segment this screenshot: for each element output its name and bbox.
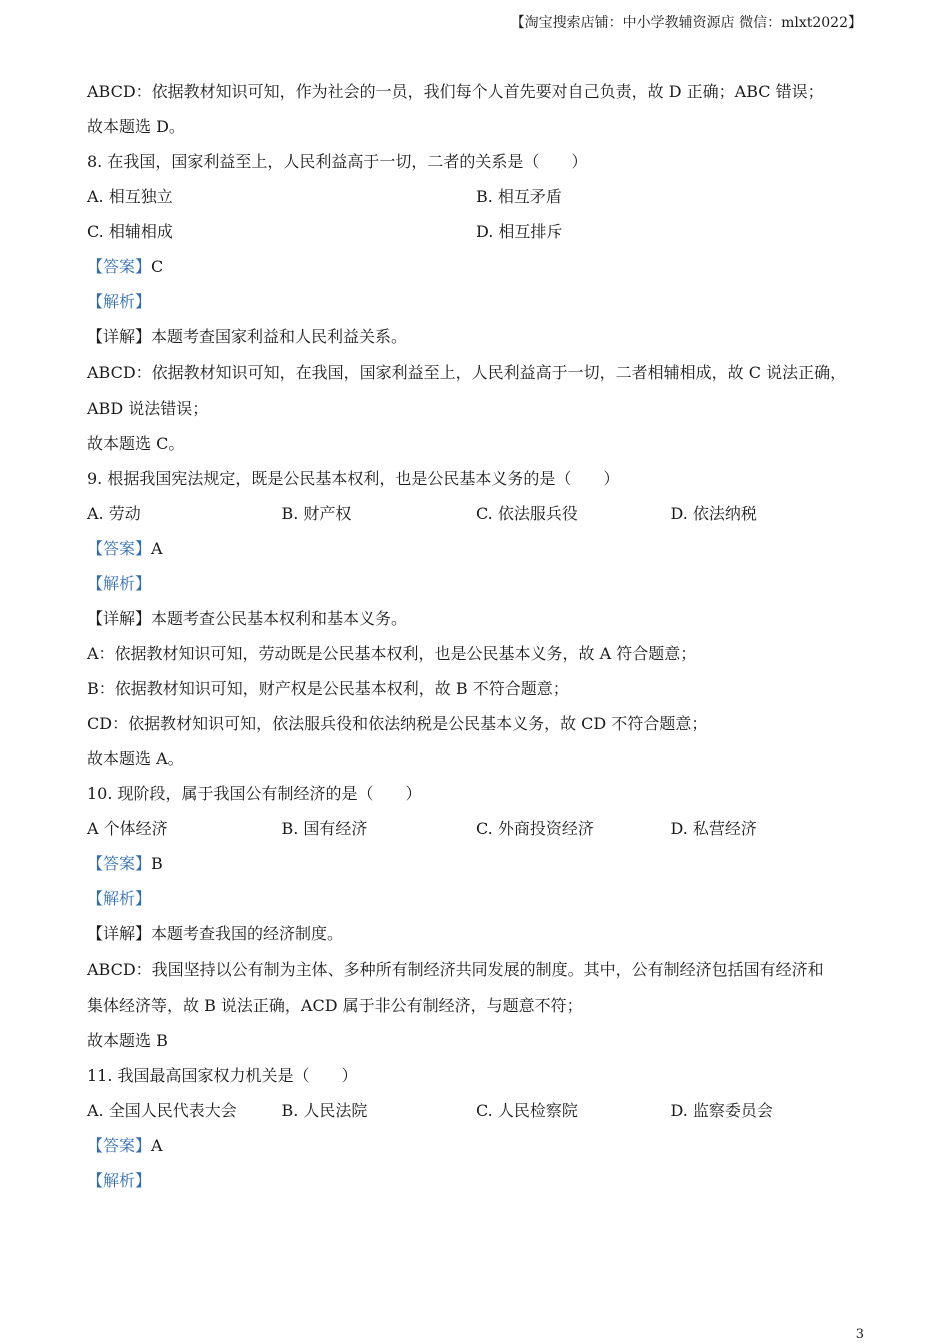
q10-analysis-tag: 【解析】 [87,889,152,908]
q10-option-b: B. 国有经济 [281,819,368,838]
q11-analysis-tag: 【解析】 [87,1171,152,1190]
q10-answer-value: B [151,854,163,873]
q9-answer-value: A [151,539,163,558]
document-body [87,74,877,1198]
q10-question: 10. 现阶段，属于我国公有制经济的是（ ） [87,784,422,803]
q10-answer-tag: 【答案】 [87,854,152,873]
q9-answer [87,531,877,566]
q11-option-a: A. 全国人民代表大会 [87,1101,237,1120]
q10-options-row [87,811,877,846]
q9-explanation-3: CD：依据教材知识可知，依法服兵役和依法纳税是公民基本义务，故 CD 不符合题意； [87,714,708,733]
q11-answer-value: A [151,1136,163,1155]
q9-explanation-2: B：依据教材知识可知，财产权是公民基本权利，故 B 不符合题意； [87,679,569,698]
q9-detail: 【详解】本题考查公民基本权利和基本义务。 [87,609,408,628]
q8-option-b: B. 相互矛盾 [476,187,562,206]
q11-options-row [87,1093,877,1128]
q10-explanation-2: 集体经济等，故 B 说法正确，ACD 属于非公有制经济，与题意不符； [87,996,583,1015]
q10-conclusion: 故本题选 B [87,1031,168,1050]
q8-analysis-tag: 【解析】 [87,292,152,311]
q10-answer [87,846,877,881]
q9-analysis-tag: 【解析】 [87,574,152,593]
q10-option-a: A 个体经济 [87,819,168,838]
q9-option-a: A. 劳动 [87,504,141,523]
q11-option-d: D. 监察委员会 [670,1101,773,1120]
page-number: 3 [855,1327,864,1342]
q8-answer-value: C [151,257,164,276]
q8-explanation-2: ABD 说法错误； [87,399,209,418]
q8-question: 8. 在我国，国家利益至上，人民利益高于一切，二者的关系是（ ） [87,152,588,171]
q11-option-b: B. 人民法院 [281,1101,368,1120]
q11-answer [87,1128,877,1163]
intro-line-1: ABCD：依据教材知识可知，作为社会的一员，我们每个人首先要对自己负责，故 D 正确；ABC 错误； [87,82,824,101]
q8-detail: 【详解】本题考查国家利益和人民利益关系。 [87,327,408,346]
q8-option-a: A. 相互独立 [87,187,173,206]
q8-options-row-1 [87,179,877,214]
q8-answer [87,249,877,284]
q10-detail: 【详解】本题考查我国的经济制度。 [87,924,344,943]
q8-options-row-2 [87,214,877,249]
q8-option-d: D. 相互排斥 [476,222,563,241]
q9-explanation-1: A：依据教材知识可知，劳动既是公民基本权利，也是公民基本义务，故 A 符合题意； [87,644,697,663]
q9-question: 9. 根据我国宪法规定，既是公民基本权利，也是公民基本义务的是（ ） [87,469,620,488]
q9-option-c: C. 依法服兵役 [476,504,578,523]
page-header: 【淘宝搜索店铺：中小学教辅资源店 微信：mlxt2022】 [510,15,862,31]
q9-options-row [87,496,877,531]
q8-option-c: C. 相辅相成 [87,222,173,241]
q10-explanation-1: ABCD：我国坚持以公有制为主体、多种所有制经济共同发展的制度。其中，公有制经济包括国有经济和 [87,960,824,979]
q8-answer-tag: 【答案】 [87,257,152,276]
q9-conclusion: 故本题选 A。 [87,749,184,768]
q9-option-b: B. 财产权 [281,504,352,523]
q11-answer-tag: 【答案】 [87,1136,152,1155]
q8-conclusion: 故本题选 C。 [87,434,185,453]
q11-question: 11. 我国最高国家权力机关是（ ） [87,1066,358,1085]
intro-line-2: 故本题选 D。 [87,117,185,136]
q8-explanation-1: ABCD：依据教材知识可知，在我国，国家利益至上，人民利益高于一切，二者相辅相成，故 C 说法正确， [87,363,847,382]
q11-option-c: C. 人民检察院 [476,1101,578,1120]
q10-option-c: C. 外商投资经济 [476,819,594,838]
q9-answer-tag: 【答案】 [87,539,152,558]
q9-option-d: D. 依法纳税 [670,504,757,523]
q10-option-d: D. 私营经济 [670,819,757,838]
